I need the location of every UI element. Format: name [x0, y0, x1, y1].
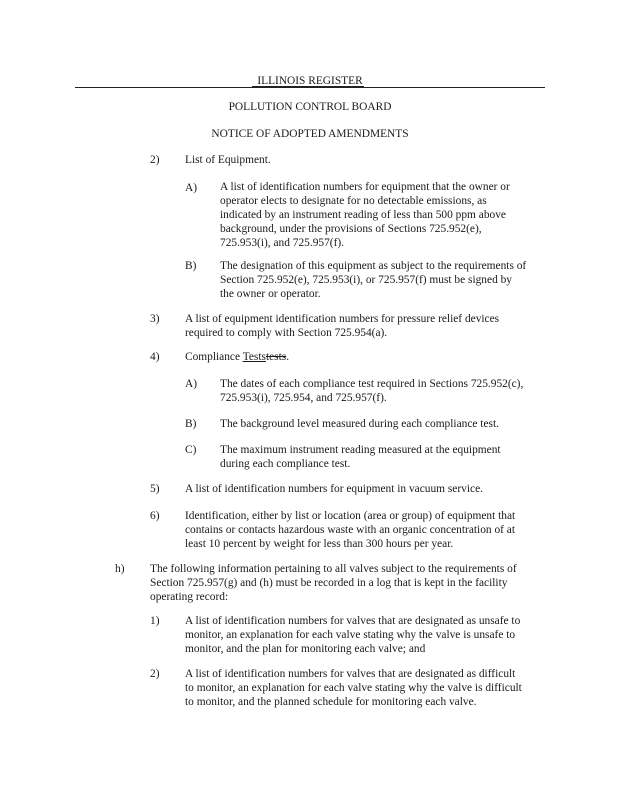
- item-4b-number: B): [185, 418, 197, 430]
- subsection-h-number: h): [115, 563, 125, 575]
- item-2-text: List of Equipment.: [185, 154, 271, 166]
- item-2-number: 2): [150, 154, 160, 166]
- item-2a-text: [220, 180, 510, 250]
- text-line: Section 725.952(e), 725.953(i), or 725.957(f) must be signed by: [220, 274, 512, 286]
- text-line: operating record:: [150, 591, 229, 603]
- item-3-number: 3): [150, 313, 160, 325]
- text-line: indicated by an instrument reading of less than 500 ppm above: [220, 209, 506, 221]
- item-4a-number: A): [185, 378, 198, 390]
- deleted-text: tests: [265, 351, 287, 363]
- subsection-h-text: [150, 562, 517, 604]
- text-line: the owner or operator.: [220, 288, 321, 300]
- h-item-2-text: [185, 667, 522, 709]
- item-2b-text: [220, 259, 526, 301]
- text-line: Section 725.957(g) and (h) must be recorded in a log that is kept in the facility: [150, 577, 508, 589]
- text-line: The dates of each compliance test required in Sections 725.952(c),: [220, 378, 524, 390]
- item-4-text: [185, 350, 289, 364]
- inserted-text: Tests: [242, 351, 266, 363]
- board-title: POLLUTION CONTROL BOARD: [228, 101, 392, 113]
- item-4-text-after: .: [286, 351, 290, 363]
- text-line: monitor, and the plan for monitoring each valve; and: [185, 643, 426, 655]
- text-line: background, under the provisions of Sections 725.952(e),: [220, 223, 482, 235]
- text-line: A list of equipment identification numbers for pressure relief devices: [185, 313, 500, 325]
- text-line: A list of identification numbers for valves that are designated as unsafe to: [185, 615, 521, 627]
- text-line: A list of identification numbers for equipment in vacuum service.: [185, 483, 483, 495]
- text-line: monitor, an explanation for each valve stating why the valve is unsafe to: [185, 629, 516, 641]
- register-title: ILLINOIS REGISTER: [257, 75, 363, 87]
- header-rule: [75, 87, 545, 88]
- item-5-number: 5): [150, 483, 160, 495]
- item-2b-number: B): [185, 260, 197, 272]
- item-4a-text: [220, 377, 523, 405]
- item-3-text: [185, 312, 499, 340]
- h-item-1-text: [185, 614, 520, 656]
- item-4-number: 4): [150, 351, 160, 363]
- text-line: least 10 percent by weight for less than 300 hours per year.: [185, 538, 454, 550]
- item-6-number: 6): [150, 510, 160, 522]
- item-5-text: [185, 482, 483, 496]
- text-line: required to comply with Section 725.954(a).: [185, 327, 388, 339]
- text-line: The designation of this equipment as subject to the requirements of: [220, 260, 527, 272]
- item-6-text: [185, 509, 515, 551]
- text-line: Identification, either by list or location (area or group) of equipment that: [185, 510, 516, 522]
- text-line: A list of identification numbers for equipment that the owner or: [220, 181, 510, 193]
- text-line: 725.953(i), 725.954, and 725.957(f).: [220, 392, 387, 404]
- item-4-text-before: Compliance: [185, 351, 243, 363]
- text-line: 725.953(i), and 725.957(f).: [220, 237, 345, 249]
- h-item-1-number: 1): [150, 615, 160, 627]
- text-line: to monitor, an explanation for each valve stating why the valve is difficult: [185, 682, 522, 694]
- h-item-2-number: 2): [150, 668, 160, 680]
- item-4c-number: C): [185, 444, 197, 456]
- text-line: The background level measured during each compliance test.: [220, 418, 499, 430]
- text-line: A list of identification numbers for valves that are designated as difficult: [185, 668, 516, 680]
- item-4b-text: [220, 417, 499, 431]
- item-4c-text: [220, 443, 501, 471]
- text-line: contains or contacts hazardous waste with an organic concentration of at: [185, 524, 516, 536]
- text-line: to monitor, and the planned schedule for monitoring each valve.: [185, 696, 477, 708]
- text-line: operator elects to designate for no detectable emissions, as: [220, 195, 487, 207]
- text-line: during each compliance test.: [220, 458, 351, 470]
- notice-title: NOTICE OF ADOPTED AMENDMENTS: [211, 128, 409, 140]
- text-line: The following information pertaining to all valves subject to the requirements of: [150, 563, 517, 575]
- item-2a-number: A): [185, 182, 198, 194]
- text-line: The maximum instrument reading measured at the equipment: [220, 444, 501, 456]
